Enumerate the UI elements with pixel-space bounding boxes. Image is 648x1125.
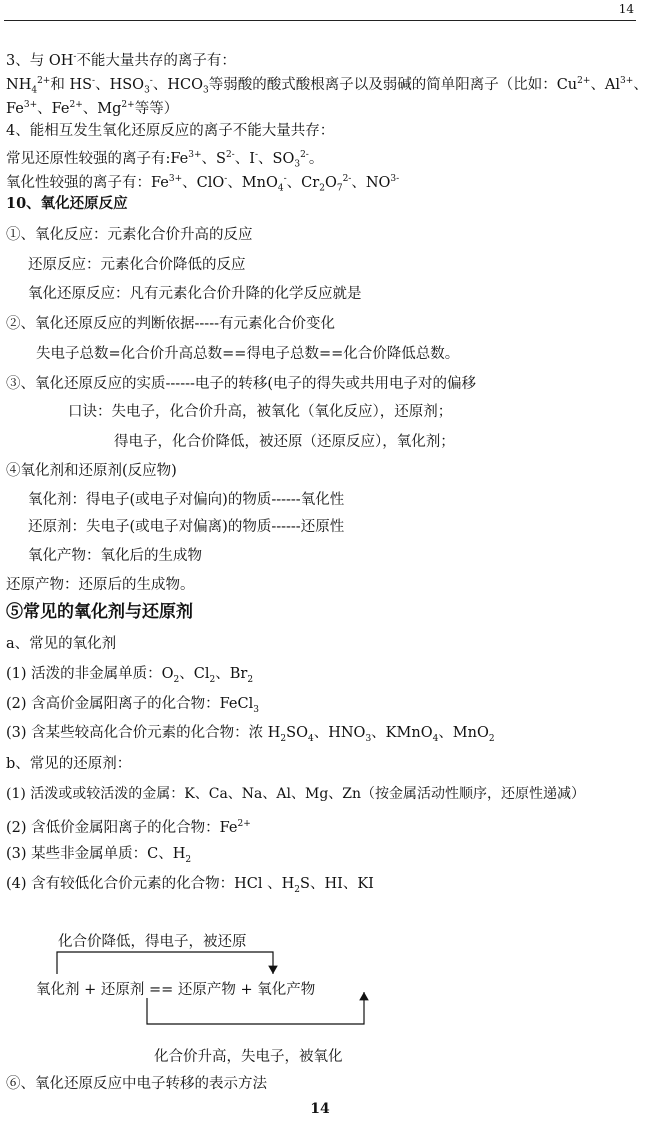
text-line: 3、与 OH-不能大量共存的离子有： <box>6 52 236 69</box>
text-line: ④氧化剂和还原剂(反应物) <box>6 463 177 479</box>
text-line: (1) 活泼或或较活泼的金属：K、Ca、Na、Al、Mg、Zn（按金属活动性顺序，还原性递减） <box>6 786 586 802</box>
footer-page-number: 14 <box>310 1101 330 1117</box>
text-line: 还原产物：还原后的生成物。 <box>6 577 195 593</box>
text-line: a、常见的氧化剂 <box>6 636 117 652</box>
text-line: b、常见的还原剂： <box>6 756 132 772</box>
text-line: 氧化剂：得电子(或电子对偏向)的物质------氧化性 <box>28 492 345 508</box>
text-line: (4) 含有较低化合价元素的化合物：HCl 、$H_2S$、HI、KI <box>6 876 374 895</box>
text-line: 氧化还原反应：凡有元素化合价升降的化学反应就是 <box>28 286 362 302</box>
text-line: (2) 含低价金属阳离子的化合物：$Fe^{2+}$ <box>6 819 251 836</box>
text-line: 氧化产物：氧化后的生成物 <box>28 548 202 564</box>
text-line: 失电子总数=化合价升高总数==得电子总数==化合价降低总数。 <box>36 346 460 362</box>
diagram-bottom-label: 化合价升高，失电子，被氧化 <box>154 1049 343 1065</box>
diagram-equation: 氧化剂 + 还原剂 == 还原产物 + 氧化产物 <box>36 982 316 998</box>
text-line: 氧化性较强的离子有：$Fe^{3+}$、ClO-、MnO$_4$-、$Cr_2O_7^{2-}$、$NO^{3-}$ <box>6 174 400 194</box>
text-line: 常见还原性较强的离子有$:Fe^{3+}$、$S^{2-}$、I-、$SO_3^{2-}$。 <box>6 150 324 170</box>
text-line: ②、氧化还原反应的判断依据-----有元素化合价变化 <box>6 316 335 332</box>
header-rule <box>4 20 636 21</box>
text-line: (1) 活泼的非金属单质：$O_2$、$Cl_2$、$Br_2$ <box>6 666 254 685</box>
text-line: $NH_4^{2+}$和 HS-、$HSO_3^-$、$HCO_3$等弱酸的酸式酸根离子以及弱碱的简单阳离子（比如：$Cu^{2+}$、$Al^{3+}$、 <box>6 76 648 96</box>
section-heading: ⑤常见的氧化剂与还原剂 <box>6 602 193 622</box>
text-line: 4、能相互发生氧化还原反应的离子不能大量共存： <box>6 123 335 139</box>
text-line: (2) 含高价金属阳离子的化合物：FeCl$_3$ <box>6 696 259 715</box>
text-line: ⑥、氧化还原反应中电子转移的表示方法 <box>6 1076 267 1092</box>
text-line: ③、氧化还原反应的实质------电子的转移(电子的得失或共用电子对的偏移 <box>6 376 477 392</box>
text-line: (3) 含某些较高化合价元素的化合物：浓 $H_2SO_4$、$HNO_3$、KMnO$_4$、MnO$_2$ <box>6 725 495 744</box>
header-page-number: 14 <box>618 2 634 16</box>
text-line: ①、氧化反应：元素化合价升高的反应 <box>6 227 253 243</box>
diagram-top-label: 化合价降低，得电子，被还原 <box>58 934 247 950</box>
text-line: 还原反应：元素化合价降低的反应 <box>28 257 246 273</box>
text-line: (3) 某些非金属单质：C、$H_2$ <box>6 846 192 865</box>
text-line: 还原剂：失电子(或电子对偏离)的物质------还原性 <box>28 519 345 535</box>
section-heading: 10、氧化还原反应 <box>6 195 128 212</box>
text-line: $Fe^{3+}$、$Fe^{2+}$、$Mg^{2+}$等等） <box>6 100 179 117</box>
text-line: 得电子，化合价降低，被还原（还原反应），氧化剂； <box>114 434 455 450</box>
text-line: 口诀：失电子，化合价升高，被氧化（氧化反应），还原剂； <box>68 404 453 420</box>
